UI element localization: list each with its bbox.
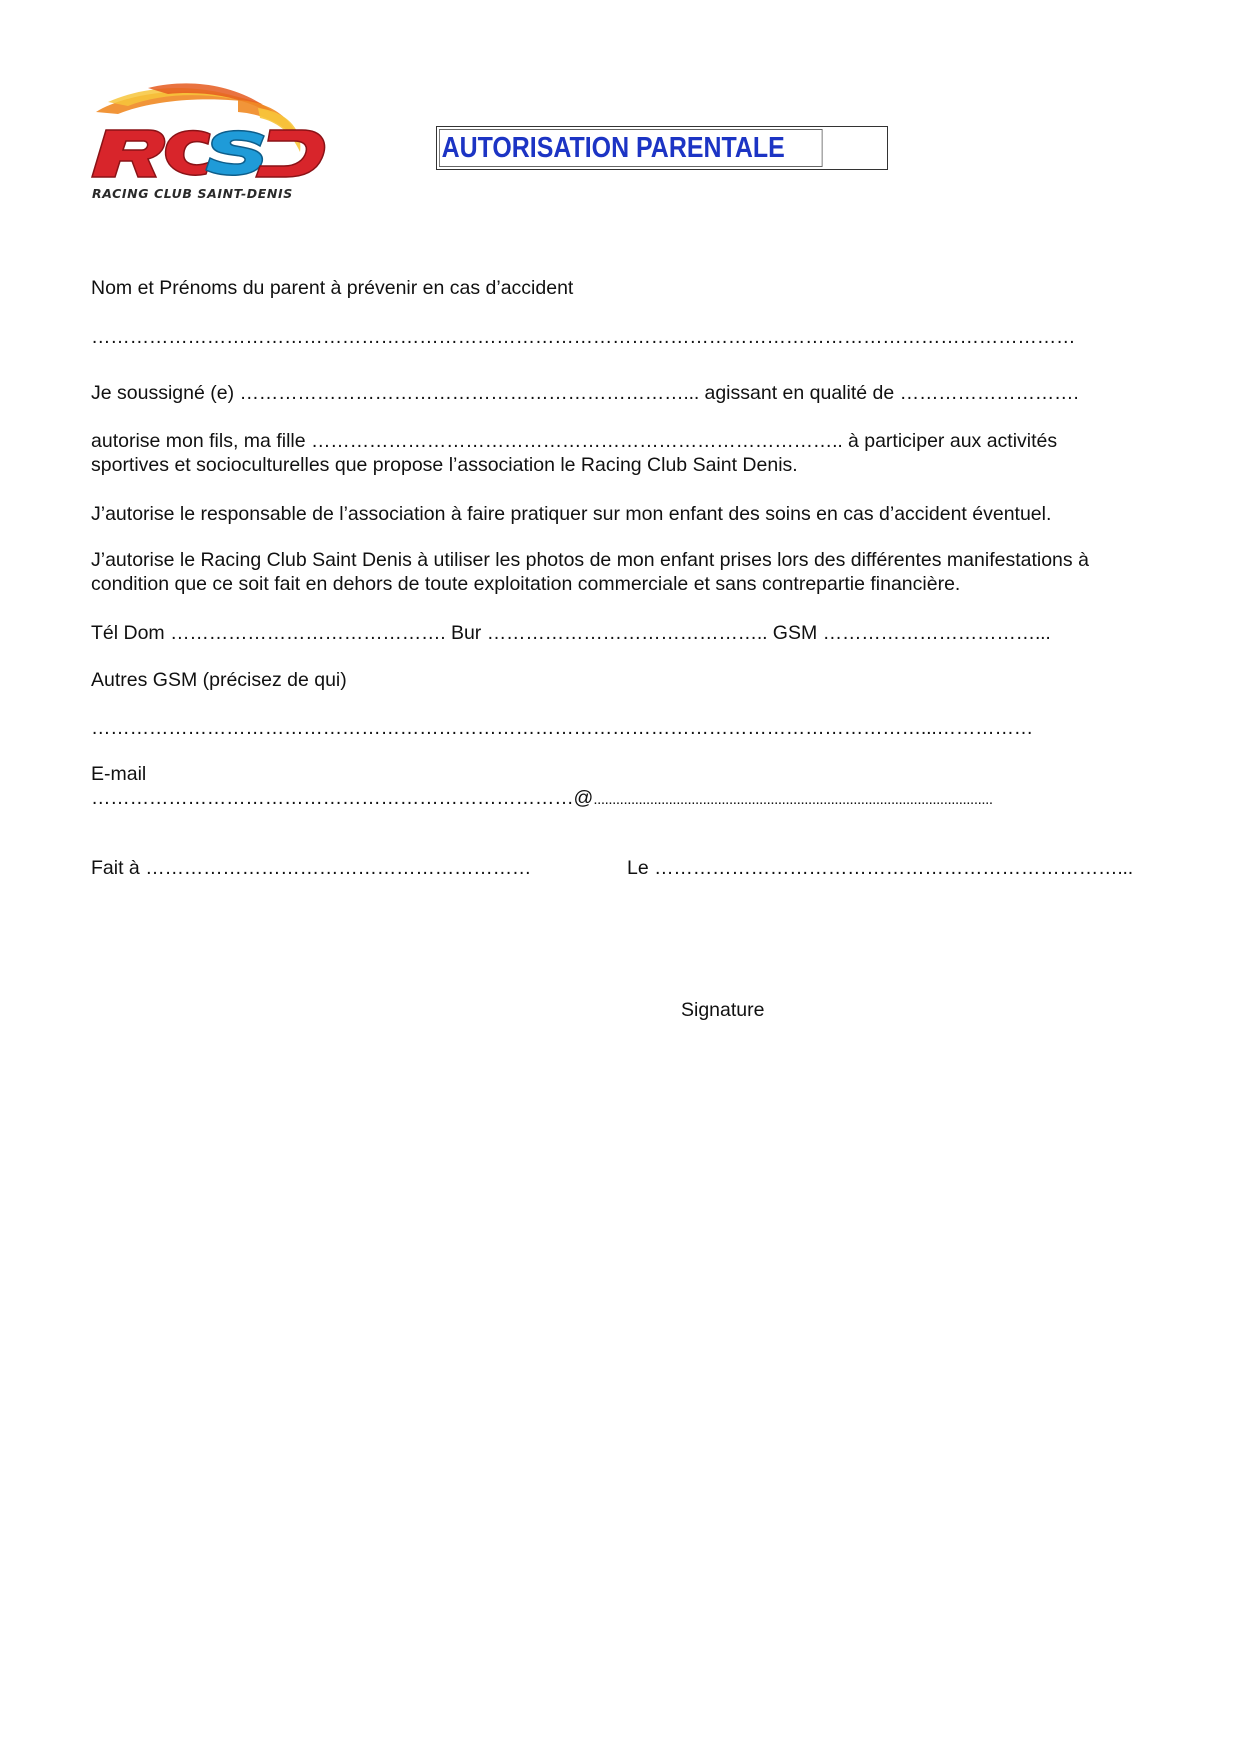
photos-paragraph-2 xyxy=(91,572,960,596)
email-label: E-mail xyxy=(91,763,147,785)
fait-label: Fait à xyxy=(91,857,140,879)
email-at: @ xyxy=(573,787,594,809)
photos-text-2: condition que ce soit fait en dehors de toute exploitation commerciale et sans contrepartie financière. xyxy=(91,573,961,595)
autorise-text-1: à participer aux activités xyxy=(847,430,1058,452)
email-row xyxy=(91,762,146,786)
photos-text-1: J’autorise le Racing Club Saint Denis à utiliser les photos de mon enfant prises lors des différentes manifestations à xyxy=(91,549,1089,571)
photos-paragraph-1 xyxy=(91,548,1089,572)
soins-paragraph xyxy=(91,502,1051,526)
autres-gsm-dots: …………………………………………………………………………………………………………………...…………… xyxy=(91,717,1034,739)
autres-gsm-label: Autres GSM (précisez de qui) xyxy=(91,669,347,691)
tel-dom-field[interactable]: ……………………………………. xyxy=(170,622,446,644)
autorise-row xyxy=(91,429,1057,453)
club-logo xyxy=(88,82,328,207)
soins-text: J’autorise le responsable de l’association à faire pratiquer sur mon enfant des soins en cas d’accident éventuel. xyxy=(91,503,1052,525)
email-field[interactable] xyxy=(91,786,993,812)
telephone-row xyxy=(91,621,1051,645)
soussigne-label: Je soussigné (e) xyxy=(91,382,235,404)
bur-label: Bur xyxy=(450,622,482,644)
rcsd-logo-icon xyxy=(88,82,328,187)
document-title-box xyxy=(436,126,888,170)
date-row xyxy=(627,856,1133,880)
tel-dom-label: Tél Dom xyxy=(91,622,165,644)
parent-name-row xyxy=(91,276,573,300)
document-title: AUTORISATION PARENTALE xyxy=(439,129,823,167)
qualite-field[interactable]: ………………………. xyxy=(899,382,1079,404)
autres-gsm-row xyxy=(91,668,347,692)
email-dots-right: .......................................................................................................... xyxy=(593,791,993,808)
child-name-field[interactable]: ……………………………………………………………………….. xyxy=(311,430,843,452)
email-dots-left: ………………………………………………………………… xyxy=(91,787,574,809)
parent-name-field[interactable] xyxy=(91,325,1075,349)
gsm-field[interactable]: ……………………………... xyxy=(822,622,1051,644)
date-field[interactable]: ………………………………………………………………... xyxy=(654,857,1133,879)
parent-name-label: Nom et Prénoms du parent à prévenir en cas d’accident xyxy=(91,277,574,299)
bur-field[interactable]: …………………………………….. xyxy=(486,622,768,644)
autorise-label: autorise mon fils, ma fille xyxy=(91,430,306,452)
signature-label[interactable]: Signature xyxy=(681,999,765,1021)
fait-field[interactable]: …………………………………………………… xyxy=(145,857,532,879)
parent-name-dots: ……………………………………………………………………………………………………………………………………… xyxy=(91,326,1076,348)
le-label: Le xyxy=(627,857,649,879)
autres-gsm-field[interactable] xyxy=(91,716,1033,740)
gsm-label: GSM xyxy=(772,622,818,644)
autorise-text-2: sportives et socioculturelles que propose l’association le Racing Club Saint Denis. xyxy=(91,454,798,476)
fait-row xyxy=(91,856,531,880)
logo-caption: RACING CLUB SAINT-DENIS xyxy=(92,186,293,201)
soussigne-field[interactable]: ……………………………………………………………... xyxy=(239,382,700,404)
autorise-row-2 xyxy=(91,453,798,477)
qualite-label: agissant en qualité de xyxy=(704,382,895,404)
soussigne-row xyxy=(91,381,1079,405)
